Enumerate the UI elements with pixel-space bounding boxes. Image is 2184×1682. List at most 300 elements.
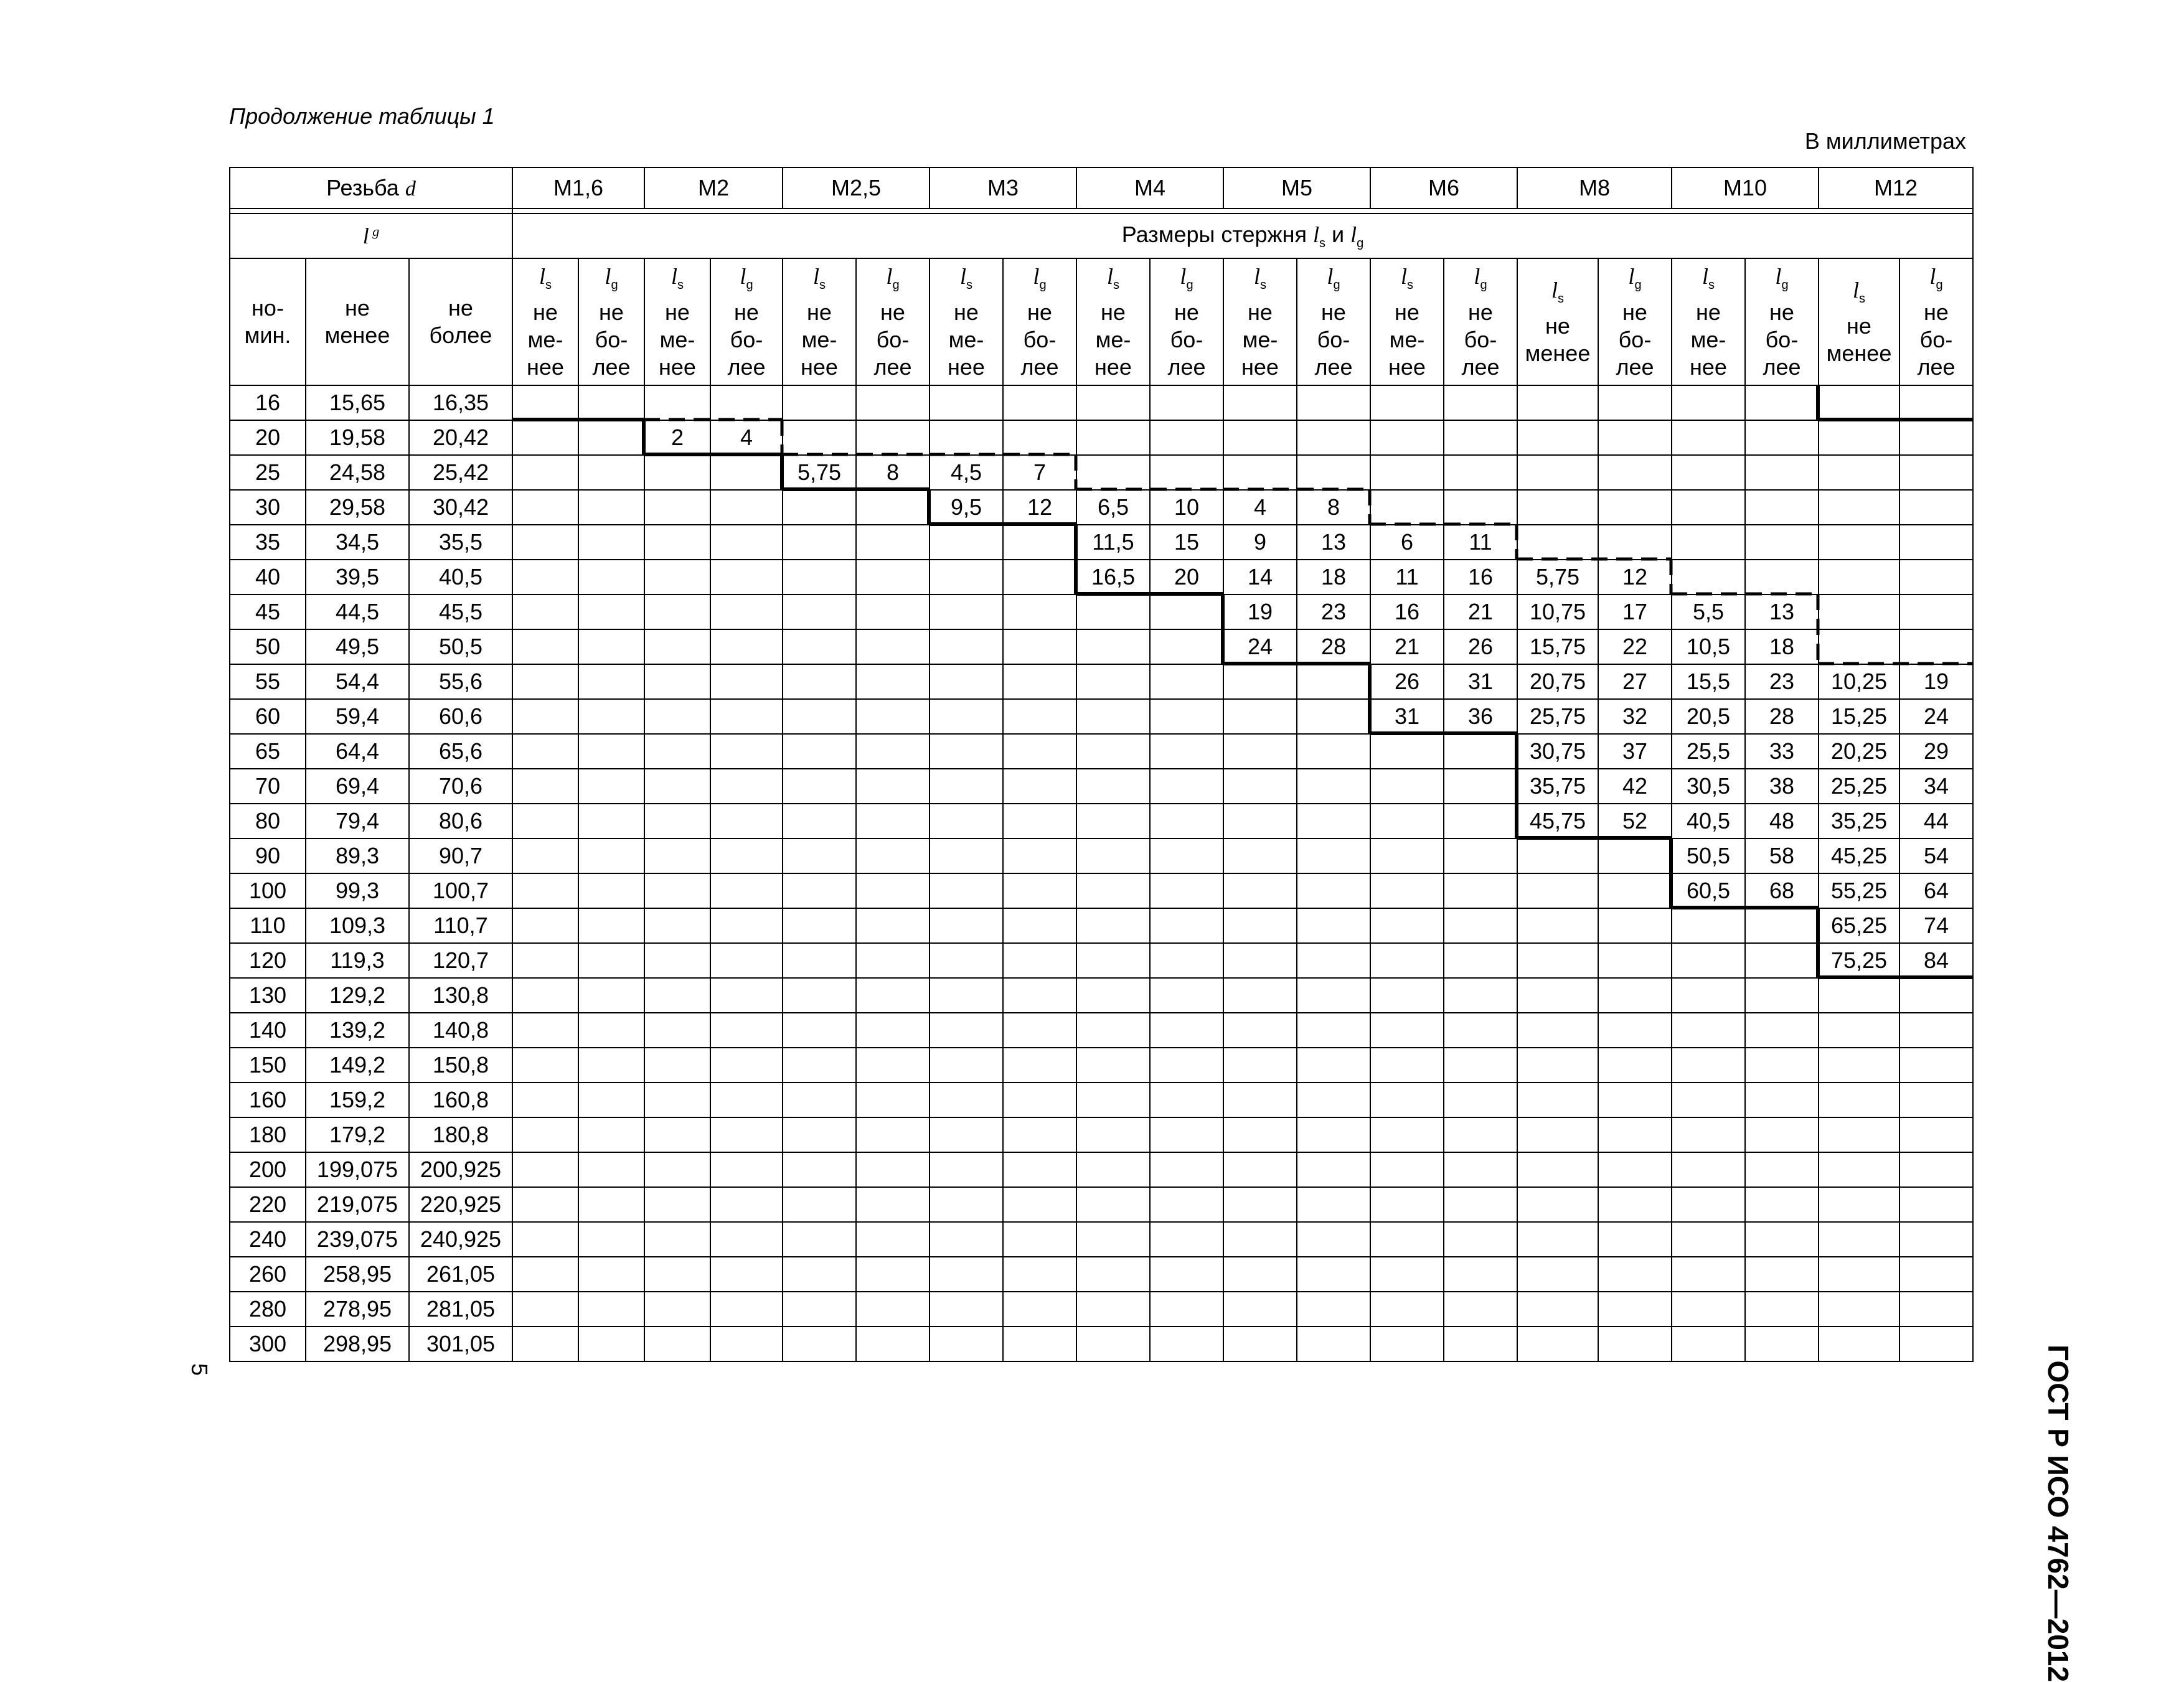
- lg-value-cell: [856, 839, 930, 873]
- lg-value-cell: [1745, 1117, 1819, 1152]
- table-row: [230, 455, 1973, 490]
- lg-max-header: $l_g$ не бо- лее: [1150, 258, 1223, 385]
- lg-value-cell: [1444, 943, 1517, 978]
- ls-value-cell: [1076, 978, 1150, 1013]
- lg-value-cell: [856, 943, 930, 978]
- ls-value-cell: [1370, 804, 1444, 839]
- lg-value-cell: [578, 1152, 644, 1187]
- ls-value-cell: [644, 908, 710, 943]
- ls-value-cell: [930, 734, 1003, 769]
- lg-value-cell: 54: [1899, 839, 1973, 873]
- lg-value-cell: [1598, 873, 1672, 908]
- ls-value-cell: [783, 1083, 856, 1117]
- lg-value-cell: [856, 1117, 930, 1152]
- lg-value-cell: 32: [1598, 699, 1672, 734]
- lg-value-cell: 20: [1150, 560, 1223, 594]
- lg-value-cell: 28: [1297, 629, 1370, 664]
- lg-value-cell: [1003, 1083, 1076, 1117]
- table-row: [230, 629, 1973, 664]
- lg-value-cell: [1444, 1292, 1517, 1327]
- ls-value-cell: 5,5: [1672, 594, 1745, 629]
- lg-value-cell: [710, 525, 783, 560]
- ls-value-cell: [930, 1083, 1003, 1117]
- min-length-cell: 54,4: [306, 664, 409, 699]
- lg-value-cell: [1444, 978, 1517, 1013]
- lg-value-cell: [1598, 490, 1672, 525]
- ls-value-cell: 11: [1370, 560, 1444, 594]
- min-length-cell: 139,2: [306, 1013, 409, 1048]
- ls-value-cell: [1223, 1222, 1297, 1257]
- ls-value-cell: [930, 594, 1003, 629]
- lg-value-cell: [1598, 1048, 1672, 1083]
- lg-value-cell: [1150, 1222, 1223, 1257]
- min-length-cell: 24,58: [306, 455, 409, 490]
- ls-value-cell: [1223, 1152, 1297, 1187]
- ls-value-cell: [1517, 420, 1598, 455]
- lg-value-cell: [1745, 1257, 1819, 1292]
- thread-size-header: M4: [1076, 167, 1223, 209]
- ls-value-cell: [930, 839, 1003, 873]
- ls-value-cell: [783, 1327, 856, 1361]
- ls-value-cell: [512, 594, 578, 629]
- ls-value-cell: [1819, 1083, 1899, 1117]
- ls-value-cell: [1370, 1083, 1444, 1117]
- ls-value-cell: [1517, 525, 1598, 560]
- lg-value-cell: [1003, 420, 1076, 455]
- ls-value-cell: [783, 839, 856, 873]
- thread-size-header: M5: [1223, 167, 1370, 209]
- lg-value-cell: [856, 873, 930, 908]
- lg-value-cell: [856, 1083, 930, 1117]
- lg-value-cell: [1150, 594, 1223, 629]
- lg-value-cell: [856, 1327, 930, 1361]
- ls-value-cell: [1672, 908, 1745, 943]
- lg-value-cell: [1899, 1257, 1973, 1292]
- ls-value-cell: [512, 1083, 578, 1117]
- min-length-cell: 129,2: [306, 978, 409, 1013]
- ls-value-cell: [1223, 1292, 1297, 1327]
- lg-value-cell: [1444, 839, 1517, 873]
- lg-value-cell: [578, 1048, 644, 1083]
- ls-value-cell: [644, 769, 710, 804]
- ls-value-cell: 4: [1223, 490, 1297, 525]
- lg-value-cell: [578, 1222, 644, 1257]
- ls-value-cell: [512, 490, 578, 525]
- lg-value-cell: [1598, 525, 1672, 560]
- lg-value-cell: [1899, 1048, 1973, 1083]
- ls-value-cell: [1819, 385, 1899, 420]
- lg-value-cell: [578, 420, 644, 455]
- ls-value-cell: 25,25: [1819, 769, 1899, 804]
- lg-value-cell: [1899, 560, 1973, 594]
- ls-value-cell: [1672, 525, 1745, 560]
- lg-value-cell: [1003, 734, 1076, 769]
- dimensions-table: [229, 167, 1974, 1362]
- ls-value-cell: [930, 1187, 1003, 1222]
- thread-size-header: M6: [1370, 167, 1517, 209]
- lg-value-cell: 13: [1297, 525, 1370, 560]
- ls-value-cell: [1672, 490, 1745, 525]
- lg-value-cell: [1150, 734, 1223, 769]
- lg-value-cell: [1003, 1222, 1076, 1257]
- ls-value-cell: [512, 1013, 578, 1048]
- lg-value-cell: [1745, 560, 1819, 594]
- nominal-length-cell: 220: [230, 1187, 306, 1222]
- lg-value-cell: [1745, 385, 1819, 420]
- lg-value-cell: [1745, 1327, 1819, 1361]
- ls-value-cell: [1517, 385, 1598, 420]
- nominal-length-cell: 280: [230, 1292, 306, 1327]
- lg-value-cell: [1003, 664, 1076, 699]
- max-length-cell: 110,7: [409, 908, 512, 943]
- ls-value-cell: [1076, 908, 1150, 943]
- ls-value-cell: [783, 804, 856, 839]
- ls-value-cell: [1370, 385, 1444, 420]
- ls-value-cell: [1672, 1117, 1745, 1152]
- ls-value-cell: [1819, 525, 1899, 560]
- lg-value-cell: [1297, 978, 1370, 1013]
- ls-value-cell: [644, 1048, 710, 1083]
- ls-value-cell: [1076, 664, 1150, 699]
- table-row: [230, 1187, 1973, 1222]
- nominal-length-cell: 100: [230, 873, 306, 908]
- lg-value-cell: [578, 734, 644, 769]
- ls-value-cell: [512, 1222, 578, 1257]
- ls-value-cell: 11,5: [1076, 525, 1150, 560]
- lg-value-cell: [1150, 978, 1223, 1013]
- lg-value-cell: [710, 908, 783, 943]
- lg-value-cell: [1297, 1327, 1370, 1361]
- lg-value-cell: [856, 385, 930, 420]
- lg-value-cell: [1297, 455, 1370, 490]
- lg-value-cell: [1297, 1083, 1370, 1117]
- max-length-cell: 55,6: [409, 664, 512, 699]
- lg-value-cell: [1444, 490, 1517, 525]
- ls-value-cell: [1819, 978, 1899, 1013]
- nominal-length-cell: 35: [230, 525, 306, 560]
- lg-value-cell: [1899, 594, 1973, 629]
- max-length-cell: 65,6: [409, 734, 512, 769]
- ls-value-cell: [1223, 1083, 1297, 1117]
- lg-value-cell: 37: [1598, 734, 1672, 769]
- table-row: [230, 908, 1973, 943]
- lg-value-cell: [1150, 1187, 1223, 1222]
- ls-value-cell: [1370, 1117, 1444, 1152]
- ls-value-cell: 30,75: [1517, 734, 1598, 769]
- ls-value-cell: [1517, 978, 1598, 1013]
- table-row: [230, 1083, 1973, 1117]
- min-length-cell: 34,5: [306, 525, 409, 560]
- ls-value-cell: [512, 385, 578, 420]
- ls-value-cell: 20,25: [1819, 734, 1899, 769]
- lg-value-cell: [1150, 943, 1223, 978]
- ls-value-cell: [1076, 1048, 1150, 1083]
- nominal-length-header: l $^g$: [230, 214, 512, 258]
- lg-value-cell: [1899, 1013, 1973, 1048]
- ls-value-cell: [1076, 734, 1150, 769]
- ls-value-cell: 30,5: [1672, 769, 1745, 804]
- ls-value-cell: [1223, 455, 1297, 490]
- ls-value-cell: [644, 804, 710, 839]
- lg-value-cell: [1899, 455, 1973, 490]
- lg-value-cell: [1150, 420, 1223, 455]
- ls-value-cell: [783, 943, 856, 978]
- ls-value-cell: [783, 525, 856, 560]
- max-length-cell: 281,05: [409, 1292, 512, 1327]
- min-length-cell: 64,4: [306, 734, 409, 769]
- ls-value-cell: 10,5: [1672, 629, 1745, 664]
- ls-value-cell: [644, 629, 710, 664]
- lg-value-cell: [710, 455, 783, 490]
- ls-value-cell: [1223, 978, 1297, 1013]
- lg-value-cell: [1598, 1257, 1672, 1292]
- lg-max-header: $l_g$ не бо- лее: [1297, 258, 1370, 385]
- ls-value-cell: [930, 873, 1003, 908]
- lg-value-cell: [1297, 1222, 1370, 1257]
- ls-value-cell: 2: [644, 420, 710, 455]
- lg-value-cell: [578, 1013, 644, 1048]
- page-number: 5: [187, 1363, 212, 1376]
- ls-value-cell: [783, 1292, 856, 1327]
- ls-value-cell: [512, 1292, 578, 1327]
- lg-value-cell: [1150, 1292, 1223, 1327]
- lg-max-header: $l_g$ не бо- лее: [1899, 258, 1973, 385]
- table-row: [230, 385, 1973, 420]
- lg-value-cell: [856, 664, 930, 699]
- lg-value-cell: 16: [1444, 560, 1517, 594]
- lg-value-cell: [1003, 978, 1076, 1013]
- ls-value-cell: [783, 490, 856, 525]
- lg-value-cell: [1899, 1222, 1973, 1257]
- lg-value-cell: [710, 1048, 783, 1083]
- ls-value-cell: [1223, 769, 1297, 804]
- ls-value-cell: [512, 455, 578, 490]
- nominal-length-cell: 30: [230, 490, 306, 525]
- lg-value-cell: [578, 1083, 644, 1117]
- ls-value-cell: [1076, 1222, 1150, 1257]
- ls-value-cell: [1370, 455, 1444, 490]
- ls-value-cell: [930, 525, 1003, 560]
- lg-value-cell: [856, 1152, 930, 1187]
- ls-value-cell: [1223, 385, 1297, 420]
- ls-value-cell: [783, 385, 856, 420]
- ls-value-cell: [930, 560, 1003, 594]
- ls-value-cell: 15,5: [1672, 664, 1745, 699]
- lg-value-cell: [710, 734, 783, 769]
- lg-value-cell: [1003, 699, 1076, 734]
- ls-value-cell: [930, 1048, 1003, 1083]
- max-length-cell: 240,925: [409, 1222, 512, 1257]
- lg-value-cell: [578, 699, 644, 734]
- lg-value-cell: [856, 1292, 930, 1327]
- lg-value-cell: [578, 560, 644, 594]
- lg-value-cell: [1297, 1257, 1370, 1292]
- lg-value-cell: [1444, 1327, 1517, 1361]
- ls-value-cell: [1517, 1327, 1598, 1361]
- lg-value-cell: [1297, 943, 1370, 978]
- ls-value-cell: [512, 943, 578, 978]
- lg-value-cell: [1745, 1187, 1819, 1222]
- ls-value-cell: [1223, 1257, 1297, 1292]
- ls-value-cell: [644, 1152, 710, 1187]
- thread-size-header: M8: [1517, 167, 1672, 209]
- lg-value-cell: [1444, 908, 1517, 943]
- ls-value-cell: [783, 699, 856, 734]
- ls-value-cell: [1076, 385, 1150, 420]
- ls-value-cell: [1076, 1083, 1150, 1117]
- ls-value-cell: [644, 1257, 710, 1292]
- ls-value-cell: [783, 769, 856, 804]
- table-row: [230, 594, 1973, 629]
- ls-min-header: $l_s$ не менее: [1819, 258, 1899, 385]
- lg-value-cell: [1003, 385, 1076, 420]
- ls-value-cell: 20,75: [1517, 664, 1598, 699]
- max-length-cell: 130,8: [409, 978, 512, 1013]
- lg-value-cell: [1150, 664, 1223, 699]
- min-header: не менее: [306, 258, 409, 385]
- max-length-cell: 16,35: [409, 385, 512, 420]
- lg-value-cell: [578, 943, 644, 978]
- lg-value-cell: 38: [1745, 769, 1819, 804]
- ls-value-cell: [1672, 1013, 1745, 1048]
- ls-value-cell: [930, 1222, 1003, 1257]
- ls-value-cell: [1517, 908, 1598, 943]
- ls-value-cell: [644, 1222, 710, 1257]
- lg-value-cell: 19: [1899, 664, 1973, 699]
- lg-value-cell: [856, 594, 930, 629]
- ls-value-cell: [1076, 1327, 1150, 1361]
- lg-value-cell: [856, 699, 930, 734]
- lg-value-cell: [1444, 1013, 1517, 1048]
- ls-value-cell: [783, 1152, 856, 1187]
- lg-value-cell: [856, 420, 930, 455]
- lg-value-cell: 58: [1745, 839, 1819, 873]
- lg-value-cell: [1003, 1327, 1076, 1361]
- max-length-cell: 70,6: [409, 769, 512, 804]
- max-length-cell: 50,5: [409, 629, 512, 664]
- ls-value-cell: 25,5: [1672, 734, 1745, 769]
- lg-value-cell: [710, 1117, 783, 1152]
- lg-value-cell: [1003, 1117, 1076, 1152]
- lg-value-cell: [710, 873, 783, 908]
- ls-value-cell: [930, 1117, 1003, 1152]
- lg-value-cell: [1003, 769, 1076, 804]
- ls-value-cell: [1672, 455, 1745, 490]
- max-length-cell: 60,6: [409, 699, 512, 734]
- lg-value-cell: 24: [1899, 699, 1973, 734]
- table-caption: Продолжение таблицы 1: [229, 103, 495, 129]
- ls-value-cell: [644, 525, 710, 560]
- lg-value-cell: 13: [1745, 594, 1819, 629]
- lg-value-cell: [1297, 769, 1370, 804]
- ls-value-cell: [930, 769, 1003, 804]
- min-length-cell: 15,65: [306, 385, 409, 420]
- ls-value-cell: [1370, 769, 1444, 804]
- ls-value-cell: [1370, 1048, 1444, 1083]
- ls-value-cell: [1517, 1222, 1598, 1257]
- ls-value-cell: [1672, 1222, 1745, 1257]
- ls-value-cell: [930, 699, 1003, 734]
- lg-value-cell: 52: [1598, 804, 1672, 839]
- table-row: [230, 769, 1973, 804]
- min-length-cell: 159,2: [306, 1083, 409, 1117]
- lg-value-cell: [1745, 943, 1819, 978]
- min-length-cell: 119,3: [306, 943, 409, 978]
- table-row: [230, 873, 1973, 908]
- lg-value-cell: 34: [1899, 769, 1973, 804]
- lg-value-cell: 48: [1745, 804, 1819, 839]
- ls-value-cell: [1223, 1117, 1297, 1152]
- min-length-cell: 199,075: [306, 1152, 409, 1187]
- ls-value-cell: [1517, 1257, 1598, 1292]
- nominal-length-cell: 40: [230, 560, 306, 594]
- ls-value-cell: 55,25: [1819, 873, 1899, 908]
- ls-value-cell: [1223, 1013, 1297, 1048]
- lg-value-cell: 64: [1899, 873, 1973, 908]
- ls-value-cell: [1370, 978, 1444, 1013]
- lg-value-cell: 22: [1598, 629, 1672, 664]
- table-row: [230, 1013, 1973, 1048]
- ls-value-cell: 35,25: [1819, 804, 1899, 839]
- nominal-length-cell: 240: [230, 1222, 306, 1257]
- ls-value-cell: [783, 1222, 856, 1257]
- ls-value-cell: [1672, 1187, 1745, 1222]
- lg-value-cell: [710, 699, 783, 734]
- lg-value-cell: 7: [1003, 455, 1076, 490]
- lg-value-cell: [710, 804, 783, 839]
- ls-value-cell: [1076, 1152, 1150, 1187]
- ls-value-cell: [1819, 1327, 1899, 1361]
- lg-value-cell: [1745, 978, 1819, 1013]
- max-length-cell: 20,42: [409, 420, 512, 455]
- ls-value-cell: [1517, 873, 1598, 908]
- ls-value-cell: [1517, 839, 1598, 873]
- lg-value-cell: [1003, 1187, 1076, 1222]
- ls-value-cell: [1223, 734, 1297, 769]
- ls-value-cell: 10,25: [1819, 664, 1899, 699]
- nominal-length-cell: 20: [230, 420, 306, 455]
- lg-value-cell: [1444, 420, 1517, 455]
- lg-value-cell: [1003, 873, 1076, 908]
- lg-value-cell: [856, 1048, 930, 1083]
- ls-value-cell: [512, 734, 578, 769]
- lg-value-cell: [710, 1013, 783, 1048]
- lg-value-cell: [856, 734, 930, 769]
- ls-value-cell: [512, 908, 578, 943]
- ls-value-cell: [1517, 1117, 1598, 1152]
- ls-min-header: $l_s$ не ме- нее: [1223, 258, 1297, 385]
- table-row: [230, 1048, 1973, 1083]
- nominal-length-cell: 65: [230, 734, 306, 769]
- thread-size-header: M2: [644, 167, 783, 209]
- ls-value-cell: 60,5: [1672, 873, 1745, 908]
- lg-value-cell: [578, 455, 644, 490]
- lg-value-cell: [1150, 699, 1223, 734]
- ls-value-cell: [1517, 1013, 1598, 1048]
- lg-value-cell: [1598, 1117, 1672, 1152]
- max-length-cell: 35,5: [409, 525, 512, 560]
- lg-value-cell: 4: [710, 420, 783, 455]
- lg-value-cell: [710, 664, 783, 699]
- lg-value-cell: 18: [1745, 629, 1819, 664]
- lg-value-cell: [1745, 1048, 1819, 1083]
- lg-value-cell: 84: [1899, 943, 1973, 978]
- lg-value-cell: [1297, 699, 1370, 734]
- lg-value-cell: [856, 978, 930, 1013]
- lg-value-cell: [578, 839, 644, 873]
- nominal-length-cell: 200: [230, 1152, 306, 1187]
- lg-value-cell: [1444, 1187, 1517, 1222]
